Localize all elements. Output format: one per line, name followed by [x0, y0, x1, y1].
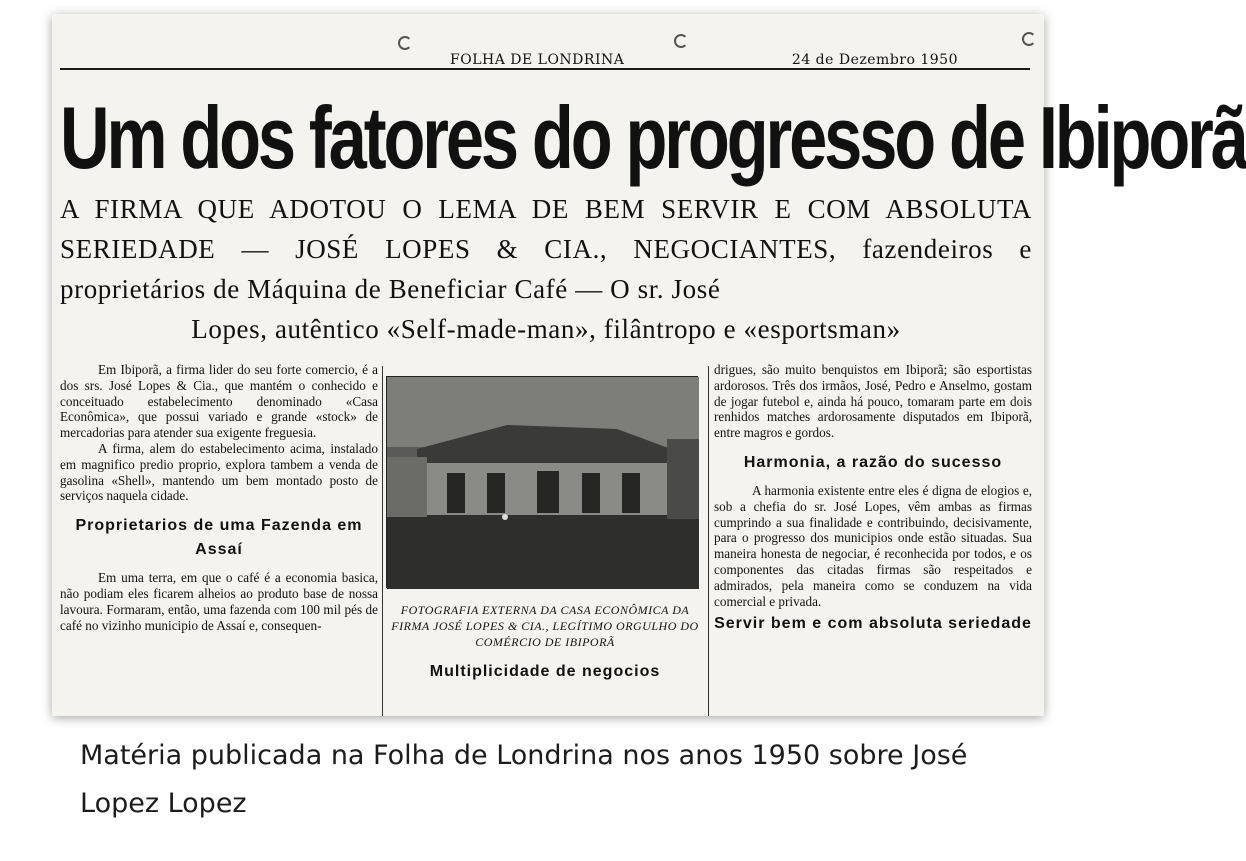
right-paragraph-2: A harmonia existente entre eles é digna de elogios e, sob a chefia do sr. José Lopes, vêm ambas as firmas cumprindo a sua finalidade e contribuindo, decisivamente, para o progresso dos municipios onde estão situadas. Sua maneira honesta de negociar, é reconhecida por todos, e os componentes das citadas firmas são respeitados e admirados, pela maneira como se conduzem na vida comercial e privada.	[714, 482, 1032, 609]
image-caption: Matéria publicada na Folha de Londrina nos anos 1950 sobre José Lopez Lopez	[80, 740, 968, 819]
photo-caption: FOTOGRAFIA EXTERNA DA CASA ECONÔMICA DA FIRMA JOSÉ LOPES & CIA., LEGÍTIMO ORGULHO DO COMÉRCIO DE IBIPORÃ	[391, 603, 699, 649]
left-paragraph-1: Em Ibiporã, a firma lider do seu forte comercio, é a dos srs. José Lopes & Cia., que mantém o conhecido e conceituado estabelecimento denominado «Casa Econômica», que possui variado e grande «stock» de mercadorias para atender sua exigente freguesia.	[60, 362, 378, 441]
section-title-harmonia: Harmonia, a razão do sucesso	[743, 453, 1003, 471]
headline: Um dos fatores do progresso de Ibiporã	[60, 88, 1246, 187]
storefront-photo-image	[387, 377, 699, 589]
newspaper-clipping	[52, 14, 1246, 716]
subheadline-last-line: Lopes, autêntico «Self-made-man», filântropo e «esportsman»	[191, 314, 901, 344]
storefront-photo	[386, 376, 698, 588]
section-title-multiplicidade: Multiplicidade de negocios	[429, 663, 661, 680]
column-rule-left	[382, 366, 383, 716]
newspaper-date: 24 de Dezembro 1950	[791, 52, 958, 68]
column-rule-right	[708, 366, 709, 716]
subheadline	[60, 189, 1032, 349]
left-column	[60, 362, 378, 633]
right-column	[714, 362, 1032, 641]
section-title-servir: Servir bem e com absoluta seriedade	[714, 615, 1032, 633]
middle-column	[386, 376, 704, 692]
subheadline-main: A FIRMA QUE ADOTOU O LEMA DE BEM SERVIR E COM ABSOLUTA SERIEDADE — JOSÉ LOPES & CIA., NEGOCIANTES, fazendeiros e proprietários de Máquina de Beneficiar Café — O sr. José	[60, 194, 1032, 304]
section-title-fazenda: Proprietarios de uma Fazenda em Assaí	[75, 517, 363, 559]
left-paragraph-3: Em uma terra, em que o café é a economia basica, não podiam eles ficarem alheios ao produto base de nossa lavoura. Formaram, então, uma fazenda com 100 mil pés de café no vizinho municipio de Assaí e, consequen-	[60, 570, 378, 633]
masthead	[60, 48, 1030, 70]
left-paragraph-2: A firma, alem do estabelecimento acima, instalado em magnifico predio proprio, explora tambem a venda de gasolina «Shell», mantendo um bem montado posto de serviços naquela cidade.	[60, 440, 378, 504]
newspaper-name: FOLHA DE LONDRINA	[450, 52, 625, 68]
right-paragraph-1: drigues, são muito benquistos em Ibiporã; são esportistas ardorosos. Três dos irmãos, José, Pedro e Anselmo, gostam de jogar futebol e, ainda há pouco, tomaram parte em dois renhidos matches ardorosamente disputados em Ibiporã, entre magros e gordos.	[714, 362, 1032, 441]
